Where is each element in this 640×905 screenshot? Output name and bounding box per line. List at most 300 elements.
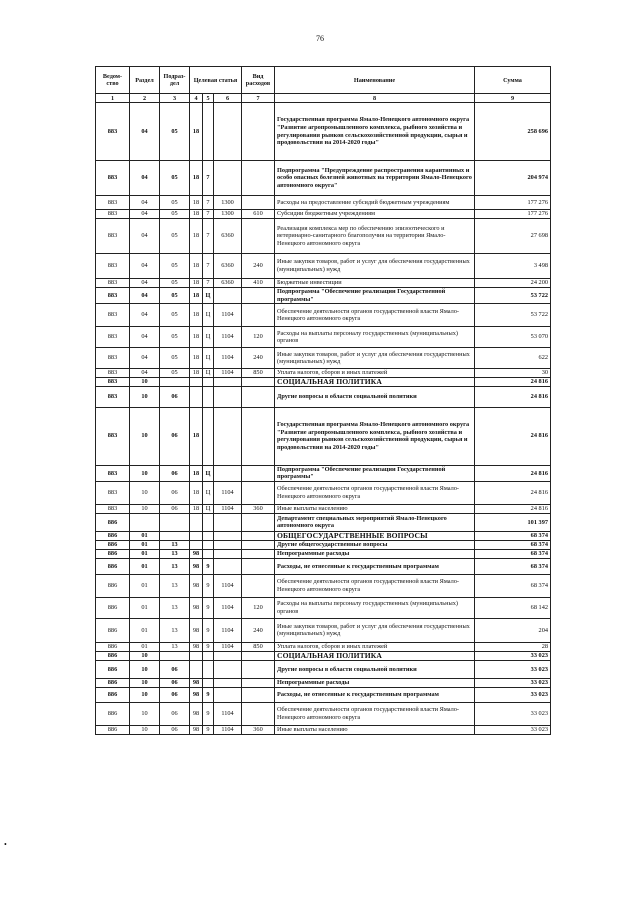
cell-name: Расходы на выплаты персоналу государственных (муниципальных) органов bbox=[275, 327, 475, 348]
header-sum: Сумма bbox=[475, 67, 551, 94]
cell-name: Расходы, не отнесенные к государственным программам bbox=[275, 687, 475, 702]
cell-name: Другие вопросы в области социальной политики bbox=[275, 660, 475, 678]
cell-subsection: 05 bbox=[160, 327, 190, 348]
cell-article: 1104 bbox=[214, 348, 242, 369]
cell-article: 1104 bbox=[214, 327, 242, 348]
cell-program: 18 bbox=[190, 219, 203, 254]
cell-subprogram bbox=[203, 386, 214, 407]
cell-name: Иные закупки товаров, работ и услуг для обеспечения государственных (муниципальных) нужд bbox=[275, 618, 475, 642]
column-number: 6 bbox=[214, 94, 242, 103]
table-row bbox=[96, 481, 551, 504]
cell-department: 883 bbox=[96, 288, 130, 304]
cell-department: 883 bbox=[96, 103, 130, 161]
cell-name: СОЦИАЛЬНАЯ ПОЛИТИКА bbox=[275, 377, 475, 386]
cell-sum: 177 276 bbox=[475, 196, 551, 210]
cell-article bbox=[214, 103, 242, 161]
cell-subsection: 06 bbox=[160, 687, 190, 702]
cell-subprogram: 9 bbox=[203, 725, 214, 734]
table-row bbox=[96, 513, 551, 531]
cell-program: 98 bbox=[190, 618, 203, 642]
cell-program: 18 bbox=[190, 327, 203, 348]
cell-department: 886 bbox=[96, 618, 130, 642]
cell-section: 10 bbox=[130, 504, 160, 513]
cell-expense-type bbox=[242, 386, 275, 407]
cell-department: 883 bbox=[96, 161, 130, 196]
cell-department: 886 bbox=[96, 513, 130, 531]
cell-program: 98 bbox=[190, 558, 203, 574]
cell-name: Подпрограмма "Предупреждение распространения карантинных и особо опасных болезней животных на территории Ямало-Ненецкого автономного округа" bbox=[275, 161, 475, 196]
cell-name: СОЦИАЛЬНАЯ ПОЛИТИКА bbox=[275, 651, 475, 660]
cell-article bbox=[214, 377, 242, 386]
cell-subsection: 05 bbox=[160, 161, 190, 196]
cell-article: 1104 bbox=[214, 725, 242, 734]
cell-section: 10 bbox=[130, 725, 160, 734]
cell-article bbox=[214, 407, 242, 465]
cell-program: 98 bbox=[190, 642, 203, 651]
cell-expense-type bbox=[242, 660, 275, 678]
cell-name: Реализация комплекса мер по обеспечению эпизоотического и ветеринарно-санитарного благополучия на территории Ямало-Ненецкого автономного округа bbox=[275, 219, 475, 254]
cell-expense-type bbox=[242, 678, 275, 687]
cell-section: 10 bbox=[130, 407, 160, 465]
cell-department: 883 bbox=[96, 465, 130, 481]
cell-subsection bbox=[160, 513, 190, 531]
cell-article bbox=[214, 465, 242, 481]
cell-subsection: 06 bbox=[160, 504, 190, 513]
cell-subprogram: Ц bbox=[203, 504, 214, 513]
cell-subsection: 06 bbox=[160, 678, 190, 687]
cell-sum: 68 374 bbox=[475, 549, 551, 558]
cell-expense-type: 610 bbox=[242, 210, 275, 219]
table-row bbox=[96, 407, 551, 465]
table-row bbox=[96, 304, 551, 327]
cell-article: 6360 bbox=[214, 279, 242, 288]
cell-program bbox=[190, 651, 203, 660]
cell-name: Расходы на предоставление субсидий бюджетным учреждениям bbox=[275, 196, 475, 210]
cell-sum: 24 816 bbox=[475, 386, 551, 407]
cell-section: 01 bbox=[130, 549, 160, 558]
cell-subprogram bbox=[203, 549, 214, 558]
cell-department: 883 bbox=[96, 481, 130, 504]
cell-expense-type: 850 bbox=[242, 369, 275, 378]
cell-program: 18 bbox=[190, 279, 203, 288]
table-row bbox=[96, 161, 551, 196]
cell-name: Обеспечение деятельности органов государственной власти Ямало-Ненецкого автономного округа bbox=[275, 481, 475, 504]
table-row bbox=[96, 725, 551, 734]
table-row bbox=[96, 618, 551, 642]
cell-subprogram: Ц bbox=[203, 481, 214, 504]
cell-section: 10 bbox=[130, 687, 160, 702]
cell-program bbox=[190, 660, 203, 678]
cell-subsection: 05 bbox=[160, 254, 190, 279]
column-number: 3 bbox=[160, 94, 190, 103]
cell-program: 18 bbox=[190, 407, 203, 465]
cell-section: 10 bbox=[130, 660, 160, 678]
header-name: Наименование bbox=[275, 67, 475, 94]
cell-sum: 24 816 bbox=[475, 481, 551, 504]
cell-article bbox=[214, 549, 242, 558]
cell-article: 6360 bbox=[214, 254, 242, 279]
cell-subsection: 05 bbox=[160, 279, 190, 288]
cell-name: Уплата налогов, сборов и иных платежей bbox=[275, 642, 475, 651]
cell-subprogram: 9 bbox=[203, 642, 214, 651]
cell-department: 886 bbox=[96, 549, 130, 558]
cell-article: 1104 bbox=[214, 304, 242, 327]
cell-expense-type: 850 bbox=[242, 642, 275, 651]
cell-subprogram: 9 bbox=[203, 618, 214, 642]
cell-sum: 622 bbox=[475, 348, 551, 369]
header-row bbox=[96, 67, 551, 94]
cell-program: 98 bbox=[190, 702, 203, 725]
cell-article bbox=[214, 513, 242, 531]
cell-subprogram: 9 bbox=[203, 702, 214, 725]
cell-department: 883 bbox=[96, 254, 130, 279]
column-number: 8 bbox=[275, 94, 475, 103]
cell-program: 98 bbox=[190, 549, 203, 558]
table-row bbox=[96, 196, 551, 210]
cell-expense-type bbox=[242, 161, 275, 196]
cell-program: 98 bbox=[190, 678, 203, 687]
cell-name: Непрограммные расходы bbox=[275, 678, 475, 687]
cell-section: 01 bbox=[130, 597, 160, 618]
cell-subprogram: 7 bbox=[203, 219, 214, 254]
cell-department: 886 bbox=[96, 531, 130, 540]
cell-section: 04 bbox=[130, 348, 160, 369]
cell-department: 886 bbox=[96, 702, 130, 725]
cell-expense-type bbox=[242, 558, 275, 574]
margin-mark: • bbox=[4, 840, 7, 849]
cell-article: 1104 bbox=[214, 574, 242, 597]
cell-subsection bbox=[160, 377, 190, 386]
cell-expense-type: 240 bbox=[242, 254, 275, 279]
column-number: 7 bbox=[242, 94, 275, 103]
cell-subsection: 05 bbox=[160, 304, 190, 327]
table-row bbox=[96, 465, 551, 481]
cell-department: 883 bbox=[96, 279, 130, 288]
cell-department: 883 bbox=[96, 377, 130, 386]
cell-subprogram: Ц bbox=[203, 369, 214, 378]
cell-sum: 24 200 bbox=[475, 279, 551, 288]
cell-expense-type: 360 bbox=[242, 504, 275, 513]
cell-section: 04 bbox=[130, 219, 160, 254]
cell-section: 04 bbox=[130, 161, 160, 196]
cell-program: 18 bbox=[190, 103, 203, 161]
header-expense-type: Вид расходов bbox=[242, 67, 275, 94]
cell-subprogram: 9 bbox=[203, 574, 214, 597]
cell-sum: 28 bbox=[475, 642, 551, 651]
cell-program: 18 bbox=[190, 304, 203, 327]
cell-expense-type: 120 bbox=[242, 597, 275, 618]
cell-expense-type bbox=[242, 574, 275, 597]
cell-program: 18 bbox=[190, 254, 203, 279]
table-row bbox=[96, 678, 551, 687]
cell-department: 883 bbox=[96, 348, 130, 369]
cell-subprogram bbox=[203, 103, 214, 161]
cell-section: 04 bbox=[130, 288, 160, 304]
table-row bbox=[96, 540, 551, 549]
cell-department: 883 bbox=[96, 304, 130, 327]
table-row bbox=[96, 386, 551, 407]
cell-subsection: 06 bbox=[160, 481, 190, 504]
table-row bbox=[96, 660, 551, 678]
cell-subsection: 05 bbox=[160, 288, 190, 304]
cell-name: Иные закупки товаров, работ и услуг для обеспечения государственных (муниципальных) нужд bbox=[275, 254, 475, 279]
cell-subsection: 06 bbox=[160, 725, 190, 734]
cell-expense-type bbox=[242, 465, 275, 481]
cell-subsection: 06 bbox=[160, 407, 190, 465]
cell-sum: 204 974 bbox=[475, 161, 551, 196]
cell-subsection: 05 bbox=[160, 369, 190, 378]
cell-program: 18 bbox=[190, 161, 203, 196]
cell-program: 98 bbox=[190, 574, 203, 597]
cell-sum: 33 023 bbox=[475, 651, 551, 660]
cell-section: 04 bbox=[130, 196, 160, 210]
cell-subprogram bbox=[203, 531, 214, 540]
cell-program bbox=[190, 377, 203, 386]
cell-article bbox=[214, 386, 242, 407]
cell-sum: 33 023 bbox=[475, 687, 551, 702]
cell-program: 18 bbox=[190, 504, 203, 513]
cell-sum: 3 498 bbox=[475, 254, 551, 279]
cell-article bbox=[214, 678, 242, 687]
cell-subprogram: 9 bbox=[203, 558, 214, 574]
cell-sum: 24 816 bbox=[475, 377, 551, 386]
cell-section: 10 bbox=[130, 678, 160, 687]
cell-department: 886 bbox=[96, 725, 130, 734]
cell-subsection bbox=[160, 531, 190, 540]
cell-program: 18 bbox=[190, 369, 203, 378]
cell-section: 01 bbox=[130, 540, 160, 549]
cell-sum: 33 023 bbox=[475, 702, 551, 725]
cell-article bbox=[214, 687, 242, 702]
cell-name: ОБЩЕГОСУДАРСТВЕННЫЕ ВОПРОСЫ bbox=[275, 531, 475, 540]
cell-department: 883 bbox=[96, 327, 130, 348]
column-number: 1 bbox=[96, 94, 130, 103]
cell-subprogram: 9 bbox=[203, 597, 214, 618]
budget-table bbox=[95, 66, 551, 735]
cell-expense-type bbox=[242, 549, 275, 558]
cell-subprogram bbox=[203, 513, 214, 531]
cell-sum: 24 816 bbox=[475, 465, 551, 481]
cell-department: 886 bbox=[96, 687, 130, 702]
cell-section: 04 bbox=[130, 369, 160, 378]
cell-name: Подпрограмма "Обеспечение реализации Государственной программы" bbox=[275, 288, 475, 304]
cell-sum: 258 696 bbox=[475, 103, 551, 161]
column-number: 4 bbox=[190, 94, 203, 103]
cell-article bbox=[214, 288, 242, 304]
cell-sum: 33 023 bbox=[475, 725, 551, 734]
cell-section: 10 bbox=[130, 481, 160, 504]
cell-sum: 33 023 bbox=[475, 678, 551, 687]
cell-subprogram: 9 bbox=[203, 687, 214, 702]
table-row bbox=[96, 558, 551, 574]
cell-department: 886 bbox=[96, 597, 130, 618]
cell-article: 6360 bbox=[214, 219, 242, 254]
cell-program: 18 bbox=[190, 465, 203, 481]
cell-expense-type bbox=[242, 377, 275, 386]
table-row bbox=[96, 531, 551, 540]
cell-article: 1300 bbox=[214, 196, 242, 210]
cell-subprogram bbox=[203, 660, 214, 678]
cell-subprogram: Ц bbox=[203, 348, 214, 369]
cell-section: 04 bbox=[130, 279, 160, 288]
cell-subsection: 05 bbox=[160, 103, 190, 161]
cell-subprogram: 7 bbox=[203, 254, 214, 279]
cell-subsection: 05 bbox=[160, 348, 190, 369]
cell-expense-type bbox=[242, 702, 275, 725]
cell-name: Непрограммные расходы bbox=[275, 549, 475, 558]
cell-section bbox=[130, 513, 160, 531]
header-subsection: Подраз-дел bbox=[160, 67, 190, 94]
cell-section: 01 bbox=[130, 531, 160, 540]
cell-expense-type bbox=[242, 651, 275, 660]
cell-section: 10 bbox=[130, 386, 160, 407]
cell-expense-type bbox=[242, 407, 275, 465]
cell-program bbox=[190, 513, 203, 531]
cell-name: Департамент специальных мероприятий Ямало-Ненецкого автономного округа bbox=[275, 513, 475, 531]
cell-program: 18 bbox=[190, 348, 203, 369]
cell-article bbox=[214, 651, 242, 660]
cell-article: 1104 bbox=[214, 642, 242, 651]
cell-department: 883 bbox=[96, 210, 130, 219]
column-number: 2 bbox=[130, 94, 160, 103]
table-row bbox=[96, 642, 551, 651]
cell-expense-type bbox=[242, 513, 275, 531]
cell-expense-type bbox=[242, 531, 275, 540]
cell-article: 1104 bbox=[214, 597, 242, 618]
cell-name: Иные выплаты населению bbox=[275, 504, 475, 513]
table-row bbox=[96, 549, 551, 558]
header-department: Ведом-ство bbox=[96, 67, 130, 94]
table-row bbox=[96, 574, 551, 597]
cell-name: Расходы на выплаты персоналу государственных (муниципальных) органов bbox=[275, 597, 475, 618]
table-row bbox=[96, 254, 551, 279]
cell-expense-type: 240 bbox=[242, 348, 275, 369]
cell-expense-type bbox=[242, 103, 275, 161]
cell-article bbox=[214, 558, 242, 574]
table-row bbox=[96, 687, 551, 702]
cell-section: 04 bbox=[130, 327, 160, 348]
cell-subsection: 06 bbox=[160, 660, 190, 678]
cell-sum: 24 816 bbox=[475, 407, 551, 465]
cell-name: Государственная программа Ямало-Ненецкого автономного округа "Развитие агропромышленного комплекса, рыбного хозяйства и регулирования рынков сельскохозяйственной продукции, сырья и продовольствия на 2014-2020 годы" bbox=[275, 407, 475, 465]
cell-name: Расходы, не отнесенные к государственным программам bbox=[275, 558, 475, 574]
cell-expense-type: 410 bbox=[242, 279, 275, 288]
cell-name: Подпрограмма "Обеспечение реализации Государственной программы" bbox=[275, 465, 475, 481]
table-row bbox=[96, 504, 551, 513]
cell-expense-type: 120 bbox=[242, 327, 275, 348]
cell-program: 18 bbox=[190, 288, 203, 304]
table-row bbox=[96, 327, 551, 348]
cell-name: Государственная программа Ямало-Ненецкого автономного округа "Развитие агропромышленного комплекса, рыбного хозяйства и регулирования рынков сельскохозяйственной продукции, сырья и продовольствия на 2014-2020 годы" bbox=[275, 103, 475, 161]
cell-department: 883 bbox=[96, 504, 130, 513]
cell-expense-type bbox=[242, 540, 275, 549]
cell-sum: 101 397 bbox=[475, 513, 551, 531]
header-target-article: Целевая статья bbox=[190, 67, 242, 94]
table-row bbox=[96, 288, 551, 304]
table-row bbox=[96, 377, 551, 386]
cell-name: Другие общегосударственные вопросы bbox=[275, 540, 475, 549]
cell-section: 04 bbox=[130, 103, 160, 161]
cell-subprogram bbox=[203, 678, 214, 687]
page-number: 76 bbox=[316, 34, 324, 43]
cell-subsection: 13 bbox=[160, 642, 190, 651]
cell-department: 886 bbox=[96, 651, 130, 660]
table-row bbox=[96, 210, 551, 219]
cell-subprogram: 7 bbox=[203, 279, 214, 288]
cell-article bbox=[214, 161, 242, 196]
column-number: 5 bbox=[203, 94, 214, 103]
cell-subprogram bbox=[203, 540, 214, 549]
cell-sum: 68 142 bbox=[475, 597, 551, 618]
cell-department: 883 bbox=[96, 386, 130, 407]
cell-name: Обеспечение деятельности органов государственной власти Ямало-Ненецкого автономного округа bbox=[275, 304, 475, 327]
cell-section: 10 bbox=[130, 465, 160, 481]
cell-program: 18 bbox=[190, 196, 203, 210]
cell-subprogram bbox=[203, 407, 214, 465]
cell-article bbox=[214, 540, 242, 549]
cell-subprogram bbox=[203, 651, 214, 660]
table-row bbox=[96, 651, 551, 660]
cell-section: 10 bbox=[130, 377, 160, 386]
cell-article: 1104 bbox=[214, 618, 242, 642]
cell-expense-type: 360 bbox=[242, 725, 275, 734]
table-row bbox=[96, 219, 551, 254]
cell-name: Иные выплаты населению bbox=[275, 725, 475, 734]
cell-subprogram: 7 bbox=[203, 161, 214, 196]
cell-sum: 53 722 bbox=[475, 288, 551, 304]
cell-subsection: 13 bbox=[160, 549, 190, 558]
cell-article: 1104 bbox=[214, 481, 242, 504]
cell-sum: 177 276 bbox=[475, 210, 551, 219]
cell-subsection: 05 bbox=[160, 210, 190, 219]
cell-department: 886 bbox=[96, 540, 130, 549]
cell-subsection: 13 bbox=[160, 618, 190, 642]
cell-program bbox=[190, 386, 203, 407]
cell-department: 883 bbox=[96, 407, 130, 465]
cell-sum: 27 698 bbox=[475, 219, 551, 254]
cell-subsection: 13 bbox=[160, 558, 190, 574]
cell-subsection: 06 bbox=[160, 386, 190, 407]
cell-section: 01 bbox=[130, 642, 160, 651]
cell-article bbox=[214, 531, 242, 540]
cell-article: 1104 bbox=[214, 504, 242, 513]
table-row bbox=[96, 348, 551, 369]
cell-subprogram: Ц bbox=[203, 304, 214, 327]
cell-program bbox=[190, 540, 203, 549]
cell-name: Субсидии бюджетным учреждениям bbox=[275, 210, 475, 219]
cell-section: 04 bbox=[130, 210, 160, 219]
cell-subsection: 13 bbox=[160, 597, 190, 618]
cell-subsection bbox=[160, 651, 190, 660]
cell-section: 10 bbox=[130, 651, 160, 660]
table-row bbox=[96, 597, 551, 618]
cell-expense-type bbox=[242, 481, 275, 504]
table-row bbox=[96, 369, 551, 378]
cell-subsection: 13 bbox=[160, 540, 190, 549]
cell-name: Обеспечение деятельности органов государственной власти Ямало-Ненецкого автономного округа bbox=[275, 702, 475, 725]
cell-subprogram: 7 bbox=[203, 210, 214, 219]
cell-department: 883 bbox=[96, 196, 130, 210]
cell-subsection: 05 bbox=[160, 219, 190, 254]
cell-sum: 204 bbox=[475, 618, 551, 642]
cell-article: 1300 bbox=[214, 210, 242, 219]
cell-expense-type bbox=[242, 288, 275, 304]
cell-sum: 68 374 bbox=[475, 531, 551, 540]
cell-expense-type bbox=[242, 196, 275, 210]
cell-section: 01 bbox=[130, 558, 160, 574]
cell-program: 18 bbox=[190, 481, 203, 504]
cell-subsection: 06 bbox=[160, 702, 190, 725]
